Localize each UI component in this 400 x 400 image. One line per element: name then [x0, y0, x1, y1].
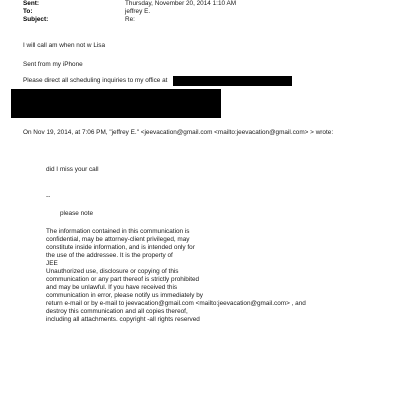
- redaction-box-block: [11, 89, 221, 118]
- subject-row: [23, 16, 135, 24]
- redaction-box-phone: [173, 76, 292, 86]
- disclaimer-line: The information contained in this communication is: [46, 228, 190, 235]
- body-line-2: Sent from my iPhone: [23, 61, 83, 68]
- to-row: [23, 8, 150, 16]
- body-line-1: I will call am when not w Lisa: [23, 42, 106, 49]
- body-line-3: Please direct all scheduling inquiries to my office at: [23, 77, 168, 84]
- to-value: jeffrey E.: [125, 8, 151, 15]
- quoted-message: did I miss your call: [46, 166, 99, 173]
- disclaimer-line: return e-mail or by e-mail to jeevacation@gmail.com <mailto:jeevacation@gmail.com> , and: [46, 300, 306, 307]
- subject-label: Subject:: [23, 16, 49, 23]
- disclaimer-line: communication in error, please notify us immediately by: [46, 292, 203, 299]
- disclaimer-line: and may be unlawful. If you have received this: [46, 284, 178, 291]
- disclaimer-line: including all attachments. copyright -all rights reserved: [46, 316, 200, 323]
- to-label: To:: [23, 8, 33, 15]
- disclaimer-line: JEE: [46, 260, 58, 267]
- sent-value: Thursday, November 20, 2014 1:10 AM: [125, 0, 237, 7]
- subject-value: Re:: [125, 16, 135, 23]
- disclaimer-line: Unauthorized use, disclosure or copying of this: [46, 268, 179, 275]
- please-note: please note: [60, 210, 94, 217]
- signature-separator: --: [46, 193, 51, 200]
- disclaimer-line: the use of the addressee. It is the property of: [46, 252, 173, 259]
- disclaimer-line: communication or any part thereof is strictly prohibited: [46, 276, 200, 283]
- quoted-attribution: On Nov 19, 2014, at 7:06 PM, "jeffrey E." <jeevacation@gmail.com <mailto:jeevacation@gmail.com> > wrote:: [23, 129, 334, 136]
- disclaimer-line: confidential, may be attorney-client privileged, may: [46, 236, 190, 243]
- sent-row: [23, 0, 236, 8]
- sent-label: Sent:: [23, 0, 39, 7]
- disclaimer-line: constitute inside information, and is intended only for: [46, 244, 195, 251]
- disclaimer-line: destroy this communication and all copies thereof,: [46, 308, 188, 315]
